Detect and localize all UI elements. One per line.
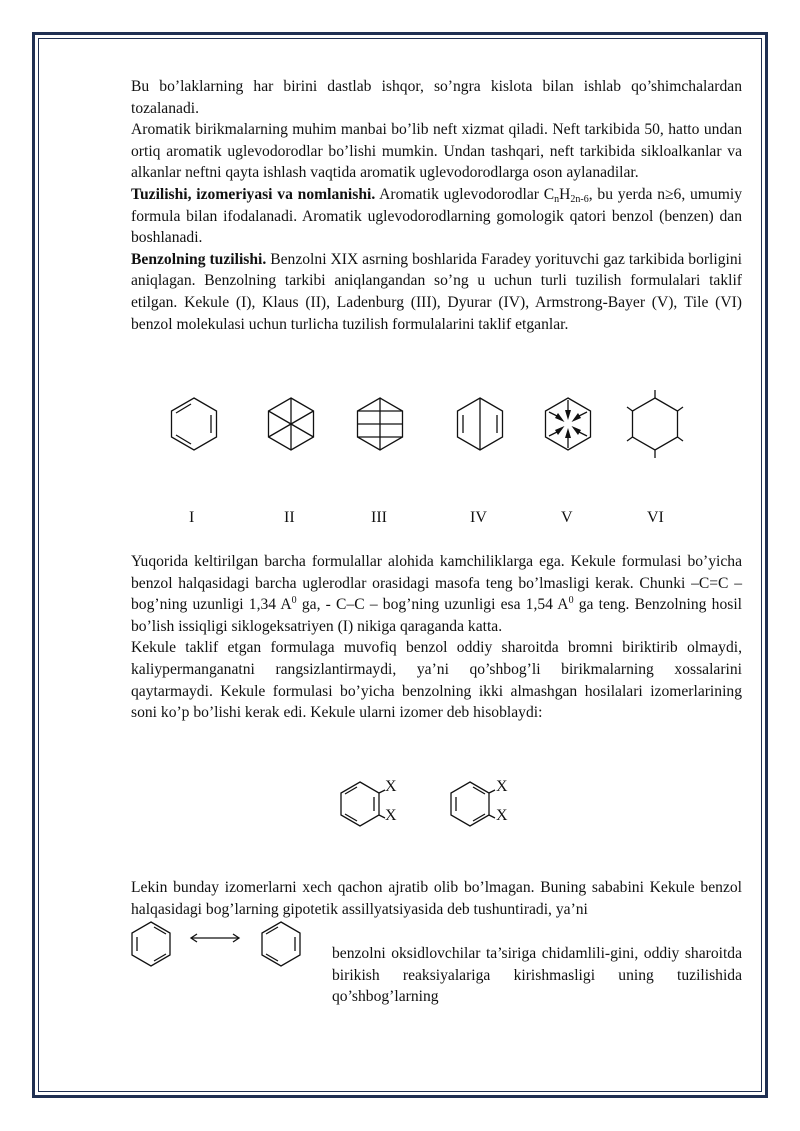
oscillation-structure-right <box>262 922 300 966</box>
text-block-kekule <box>131 551 742 724</box>
oscillation-structure-left <box>132 922 170 966</box>
isomer-structure-b <box>451 782 495 826</box>
heading-structure: Tuzilishi, izomeriyasi va nomlanishi. <box>131 185 376 203</box>
text-block-end <box>332 943 742 1008</box>
text-block-lekin <box>131 877 742 920</box>
structure-label-i: I <box>189 509 195 526</box>
paragraph-kekule-isomers: Kekule taklif etgan formulaga muvofiq benzol oddiy sharoitda bromni biriktirib olmaydi, kaliypermanganatni rangsizlantirmaydi, ya’ni qo’shbog’li birikmalarning xossalarini qaytarmaydi. Kekule formulasi bo’yicha benzolning ikki almashgan hosilalari izomerlarining soni ko’p bo’lishi kerak edi. Kekule ularni izomer deb hisoblaydi: <box>131 639 742 722</box>
isomer-structure-a <box>341 782 385 826</box>
paragraph-purification: Bu bo’laklarning har birini dastlab ishqor, so’ngra kislota bilan ishlab qo’shimchalardan tozalanadi. <box>131 78 742 117</box>
isomer-a-label-bottom: X <box>385 807 397 824</box>
ortho-isomers-figure <box>131 772 742 832</box>
structure-ladenburg <box>358 398 403 450</box>
text-block-top <box>131 76 742 335</box>
paragraph-lekin: Lekin bunday izomerlarni xech qachon ajratib olib bo’lmagan. Buning sababini Kekule benzol halqasidagi bog’larning gipotetik assillyatsiyasida deb tushuntiradi, ya’ni <box>131 879 742 918</box>
structure-klaus <box>269 398 314 450</box>
structure-thiele <box>627 390 683 458</box>
paragraph-benzene-structure: Benzolning tuzilishi. Benzolni XIX asrning boshlarida Faradey yorituvchi gaz tarkibida borligini aniqlagan. Benzolning tarkibi aniqlangandan so’ng u uchun turli tuzilish formulalari taklif etilgan. Kekule (I), Klaus (II), Ladenburg (III), Dyurar (IV), Armstrong-Bayer (V), Tile (VI) benzol molekulasi uchun turlicha tuzilish formulalarini taklif etganlar. <box>131 250 742 333</box>
isomer-b-label-bottom: X <box>496 807 508 824</box>
structure-label-ii: II <box>284 509 295 526</box>
isomer-a-label-top: X <box>385 778 397 795</box>
kekule-oscillation-figure <box>131 916 311 972</box>
structure-dewar <box>458 398 503 450</box>
structure-labels <box>131 509 742 531</box>
paragraph-oil-source: Aromatik birikmalarning muhim manbai bo’lib neft xizmat qiladi. Neft tarkibida 50, hatto undan ortiq aromatik uglevodorodlar bo’lishi mumkin. Undan tashqari, neft tarkibida sikloalkanlar va alkanlar neftni qayta ishlash vaqtida aromatik uglevodorodlarga oson aylanadilar. <box>131 121 742 182</box>
structure-kekule <box>172 398 217 450</box>
structure-label-v: V <box>561 509 573 526</box>
structure-label-iii: III <box>371 509 387 526</box>
structure-armstrong-bayer <box>546 398 591 450</box>
structure-label-iv: IV <box>470 509 487 526</box>
benzene-structures-figure <box>131 384 742 464</box>
paragraph-end: benzolni oksidlovchilar ta’siriga chidamlili-gini, oddiy sharoitda birikish reaksiyalariga kirishmasligi uning tuzilishida qo’shbog’larning <box>332 945 742 1006</box>
paragraph-kekule-shortcomings: Yuqorida keltirilgan barcha formulallar alohida kamchiliklarga ega. Kekule formulasi bo’yicha benzol halqasidagi barcha uglerodlar orasidagi masofa teng bo’lmasligi kerak. Chunki –C=C – bog’ning uzunligi 1,34 $A^0$ ga, - C–C – bog’ning uzunligi esa 1,54 $A^0$ ga teng. Benzolning hosil bo’lish issiqligi siklogeksatriyen (I) nikiga qaraganda katta. <box>131 553 742 635</box>
paragraph-structure-isomerism: Tuzilishi, izomeriyasi va nomlanishi. Aromatik uglevodorodlar $C_nH_{2n-6}$, bu yerda n≥6, umumiy formula bilan ifodalanadi. Aromatik uglevodorodlarning gomologik qatori benzol (benzen) dan boshlanadi. <box>131 185 742 247</box>
heading-benzene: Benzolning tuzilishi. <box>131 250 267 268</box>
isomer-b-label-top: X <box>496 778 508 795</box>
structure-label-vi: VI <box>647 509 664 526</box>
